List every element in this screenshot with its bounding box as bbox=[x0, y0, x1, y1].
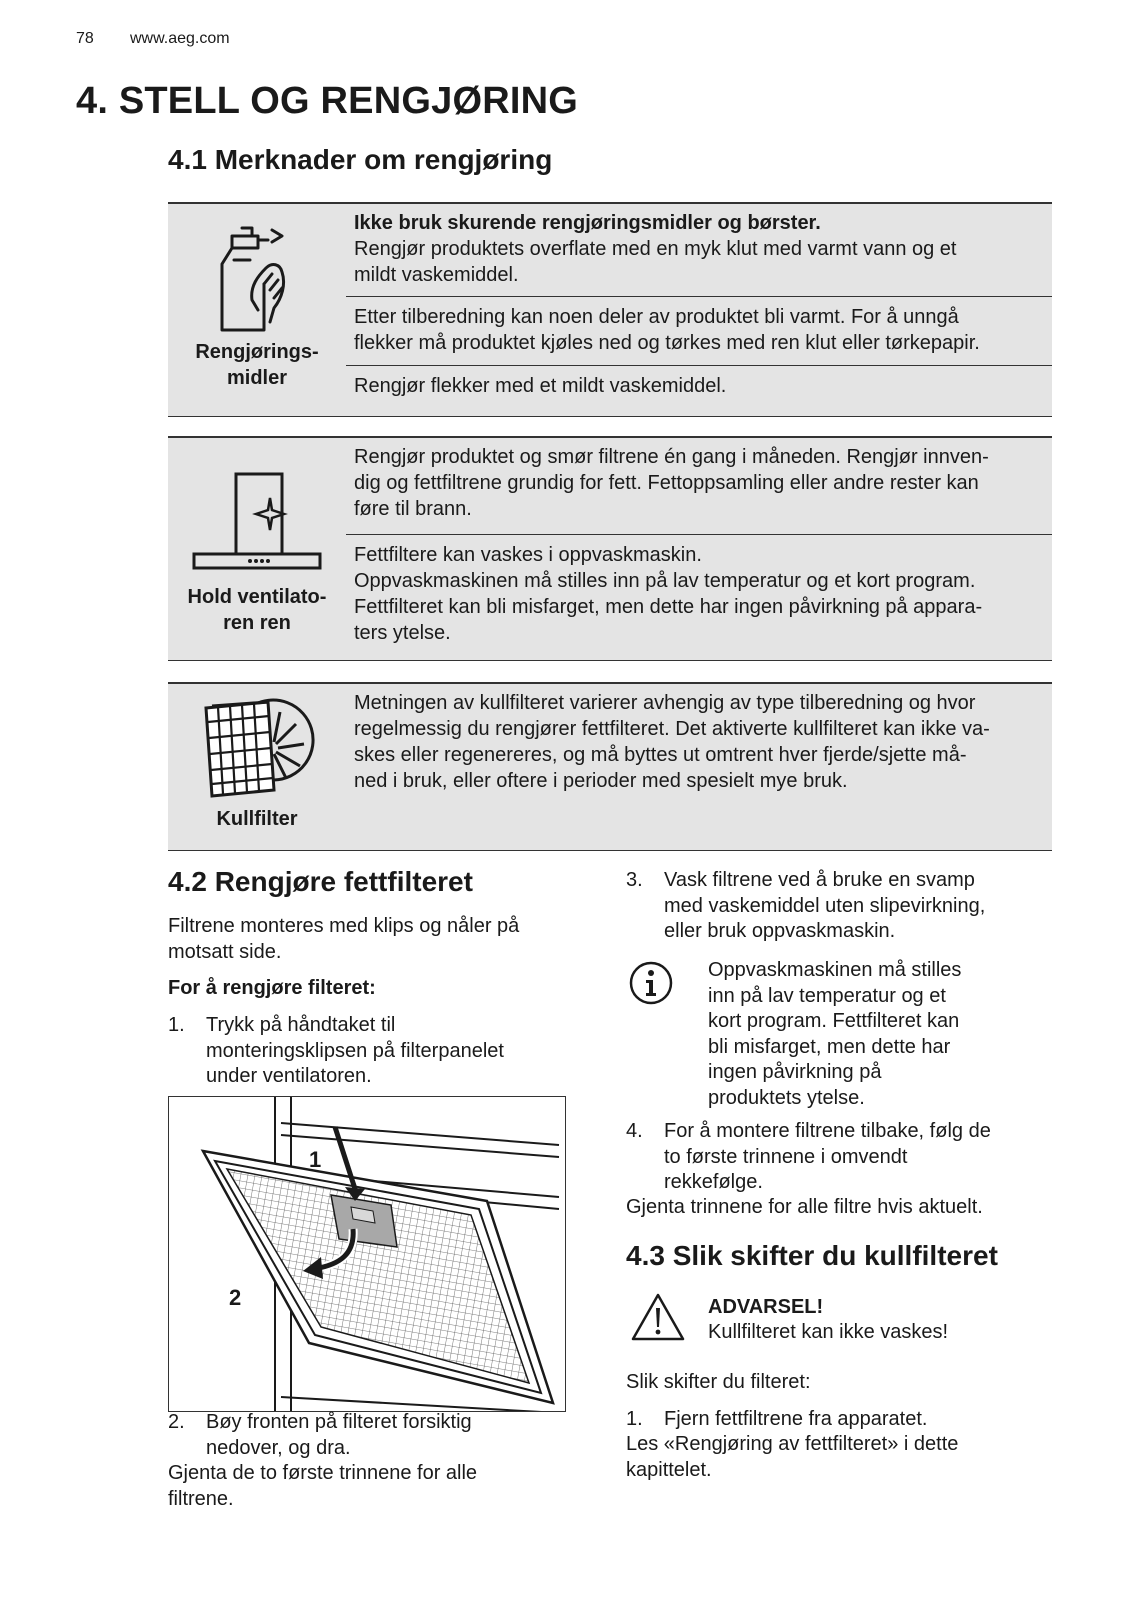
cell-line: dig og fettfiltrene grundig for fett. Fettoppsamling eller andre rester kan bbox=[354, 472, 979, 494]
text-line: Oppvaskmaskinen må stilles bbox=[708, 959, 962, 981]
icon-label-line2: ren ren bbox=[223, 612, 291, 634]
table-cell bbox=[346, 210, 1052, 288]
step-number: 1. bbox=[626, 1408, 643, 1430]
step-text bbox=[664, 1119, 991, 1196]
text-line: kort program. Fettfilteret kan bbox=[708, 1010, 960, 1032]
text-line: under ventilatoren. bbox=[206, 1065, 372, 1087]
step-number: 4. bbox=[626, 1120, 643, 1142]
icon-label-line2: midler bbox=[226, 367, 288, 389]
figure-label-2: 2 bbox=[229, 1285, 242, 1310]
filter-removal-illustration bbox=[168, 1096, 566, 1412]
page-number: 78 bbox=[76, 30, 94, 47]
section-4-2-subheading: For å rengjøre filteret: bbox=[168, 977, 376, 999]
step-number: 1. bbox=[168, 1014, 185, 1036]
table-cell bbox=[346, 304, 1052, 356]
cell-line: ters ytelse. bbox=[354, 622, 451, 644]
cell-line: Rengjør produktet og smør filtrene én gang i måneden. Rengjør innven- bbox=[354, 446, 989, 468]
text-line: to første trinnene i omvendt bbox=[664, 1145, 908, 1168]
section-4-2-title: 4.2 Rengjøre fettfilteret bbox=[168, 866, 473, 897]
warning-icon bbox=[630, 1292, 686, 1342]
cell-line: Rengjør produktets overflate med en myk klut med varmt vann og et bbox=[354, 238, 957, 260]
notes-table-charcoal-filter bbox=[168, 682, 1052, 851]
website-url[interactable]: www.aeg.com bbox=[130, 30, 230, 47]
text-line: kapittelet. bbox=[626, 1458, 712, 1481]
row-divider bbox=[346, 534, 1052, 535]
hood-sparkle-icon bbox=[192, 472, 322, 572]
icon-column bbox=[168, 438, 346, 660]
text-line: Vask filtrene ved å bruke en svamp bbox=[664, 869, 975, 891]
step-text bbox=[206, 1410, 472, 1461]
after-step-4-text: Gjenta trinnene for alle filtre hvis aktuelt. bbox=[626, 1196, 983, 1218]
text-line: motsatt side. bbox=[168, 940, 282, 963]
cell-line: Fettfiltere kan vaskes i oppvaskmaskin. bbox=[354, 544, 702, 566]
charcoal-filter-icon bbox=[202, 698, 318, 802]
section-4-3-after bbox=[626, 1432, 958, 1483]
text-line: Trykk på håndtaket til bbox=[206, 1014, 396, 1036]
cell-line: Fettfilteret kan bli misfarget, men dette har ingen påvirkning på appara- bbox=[354, 596, 983, 618]
text-line: filtrene. bbox=[168, 1487, 234, 1510]
icon-label-line1: Kullfilter bbox=[216, 808, 298, 830]
row-divider bbox=[346, 365, 1052, 366]
info-icon bbox=[628, 960, 674, 1006]
section-4-1-title: 4.1 Merknader om rengjøring bbox=[168, 144, 553, 175]
cell-line: flekker må produktet kjøles ned og tørkes med ren klut eller tørkepapir. bbox=[354, 332, 980, 354]
cell-line: Oppvaskmaskinen må stilles inn på lav temperatur og et kort program. bbox=[354, 570, 976, 592]
cell-line: mildt vaskemiddel. bbox=[354, 264, 519, 286]
info-note-text bbox=[708, 958, 961, 1111]
cell-bold-line: Ikke bruk skurende rengjøringsmidler og børster. bbox=[354, 212, 821, 234]
section-4-3-title: 4.3 Slik skifter du kullfilteret bbox=[626, 1240, 998, 1271]
text-line: For å montere filtrene tilbake, følg de bbox=[664, 1120, 991, 1142]
text-line: rekkefølge. bbox=[664, 1171, 763, 1193]
cell-line: Rengjør flekker med et mildt vaskemiddel. bbox=[354, 375, 727, 397]
cell-line: Metningen av kullfilteret varierer avhengig av type tilberedning og hvor bbox=[354, 692, 976, 714]
icon-label-line1: Rengjørings- bbox=[195, 341, 319, 363]
figure-label-1: 1 bbox=[309, 1147, 322, 1172]
table-cell bbox=[346, 542, 1052, 646]
icon-column bbox=[168, 684, 346, 850]
table-cell bbox=[346, 444, 1052, 522]
text-line: inn på lav temperatur og et bbox=[708, 984, 946, 1007]
text-line: Gjenta de to første trinnene for alle bbox=[168, 1462, 478, 1484]
step-text bbox=[664, 868, 985, 945]
after-step-2-text bbox=[168, 1461, 477, 1512]
text-line: Bøy fronten på filteret forsiktig bbox=[206, 1411, 472, 1433]
cell-line: Etter tilberedning kan noen deler av produktet bli varmt. For å unngå bbox=[354, 306, 959, 328]
step-number: 2. bbox=[168, 1411, 185, 1433]
cell-line: føre til brann. bbox=[354, 498, 472, 520]
section-4-2-intro bbox=[168, 914, 519, 965]
step-text bbox=[206, 1013, 504, 1090]
warning-text: Kullfilteret kan ikke vaskes! bbox=[708, 1321, 949, 1343]
filter-illustration-svg bbox=[169, 1097, 566, 1412]
icon-label-line1: Hold ventilato- bbox=[187, 586, 327, 608]
cell-line: ned i bruk, eller oftere i perioder med spesielt mye bruk. bbox=[354, 770, 848, 792]
table-cell bbox=[346, 690, 1052, 794]
step-text: Fjern fettfiltrene fra apparatet. bbox=[664, 1408, 928, 1430]
spray-bottle-cloth-icon bbox=[212, 224, 302, 336]
notes-table-hood-clean bbox=[168, 436, 1052, 661]
text-line: produktets ytelse. bbox=[708, 1086, 865, 1109]
notes-table-cleaning-agents bbox=[168, 202, 1052, 417]
cell-line: regelmessig du rengjører fettfilteret. Det aktiverte kullfilteret kan ikke va- bbox=[354, 718, 990, 740]
warning-title: ADVARSEL! bbox=[708, 1296, 824, 1318]
text-line: med vaskemiddel uten slipevirkning, bbox=[664, 894, 986, 917]
icon-column bbox=[168, 204, 346, 416]
text-line: Les «Rengjøring av fettfilteret» i dette bbox=[626, 1433, 959, 1455]
text-line: ingen påvirkning på bbox=[708, 1061, 882, 1083]
text-line: monteringsklipsen på filterpanelet bbox=[206, 1039, 504, 1062]
table-cell bbox=[346, 373, 1052, 399]
text-line: eller bruk oppvaskmaskin. bbox=[664, 920, 896, 942]
text-line: nedover, og dra. bbox=[206, 1436, 351, 1459]
cell-line: skes eller regenereres, og må byttes ut omtrent hver fjerde/sjette må- bbox=[354, 744, 967, 766]
text-line: Filtrene monteres med klips og nåler på bbox=[168, 915, 520, 937]
section-4-3-intro: Slik skifter du filteret: bbox=[626, 1371, 811, 1393]
chapter-title: 4. STELL OG RENGJØRING bbox=[76, 80, 578, 122]
step-number: 3. bbox=[626, 869, 643, 891]
text-line: bli misfarget, men dette har bbox=[708, 1035, 951, 1058]
row-divider bbox=[346, 296, 1052, 297]
